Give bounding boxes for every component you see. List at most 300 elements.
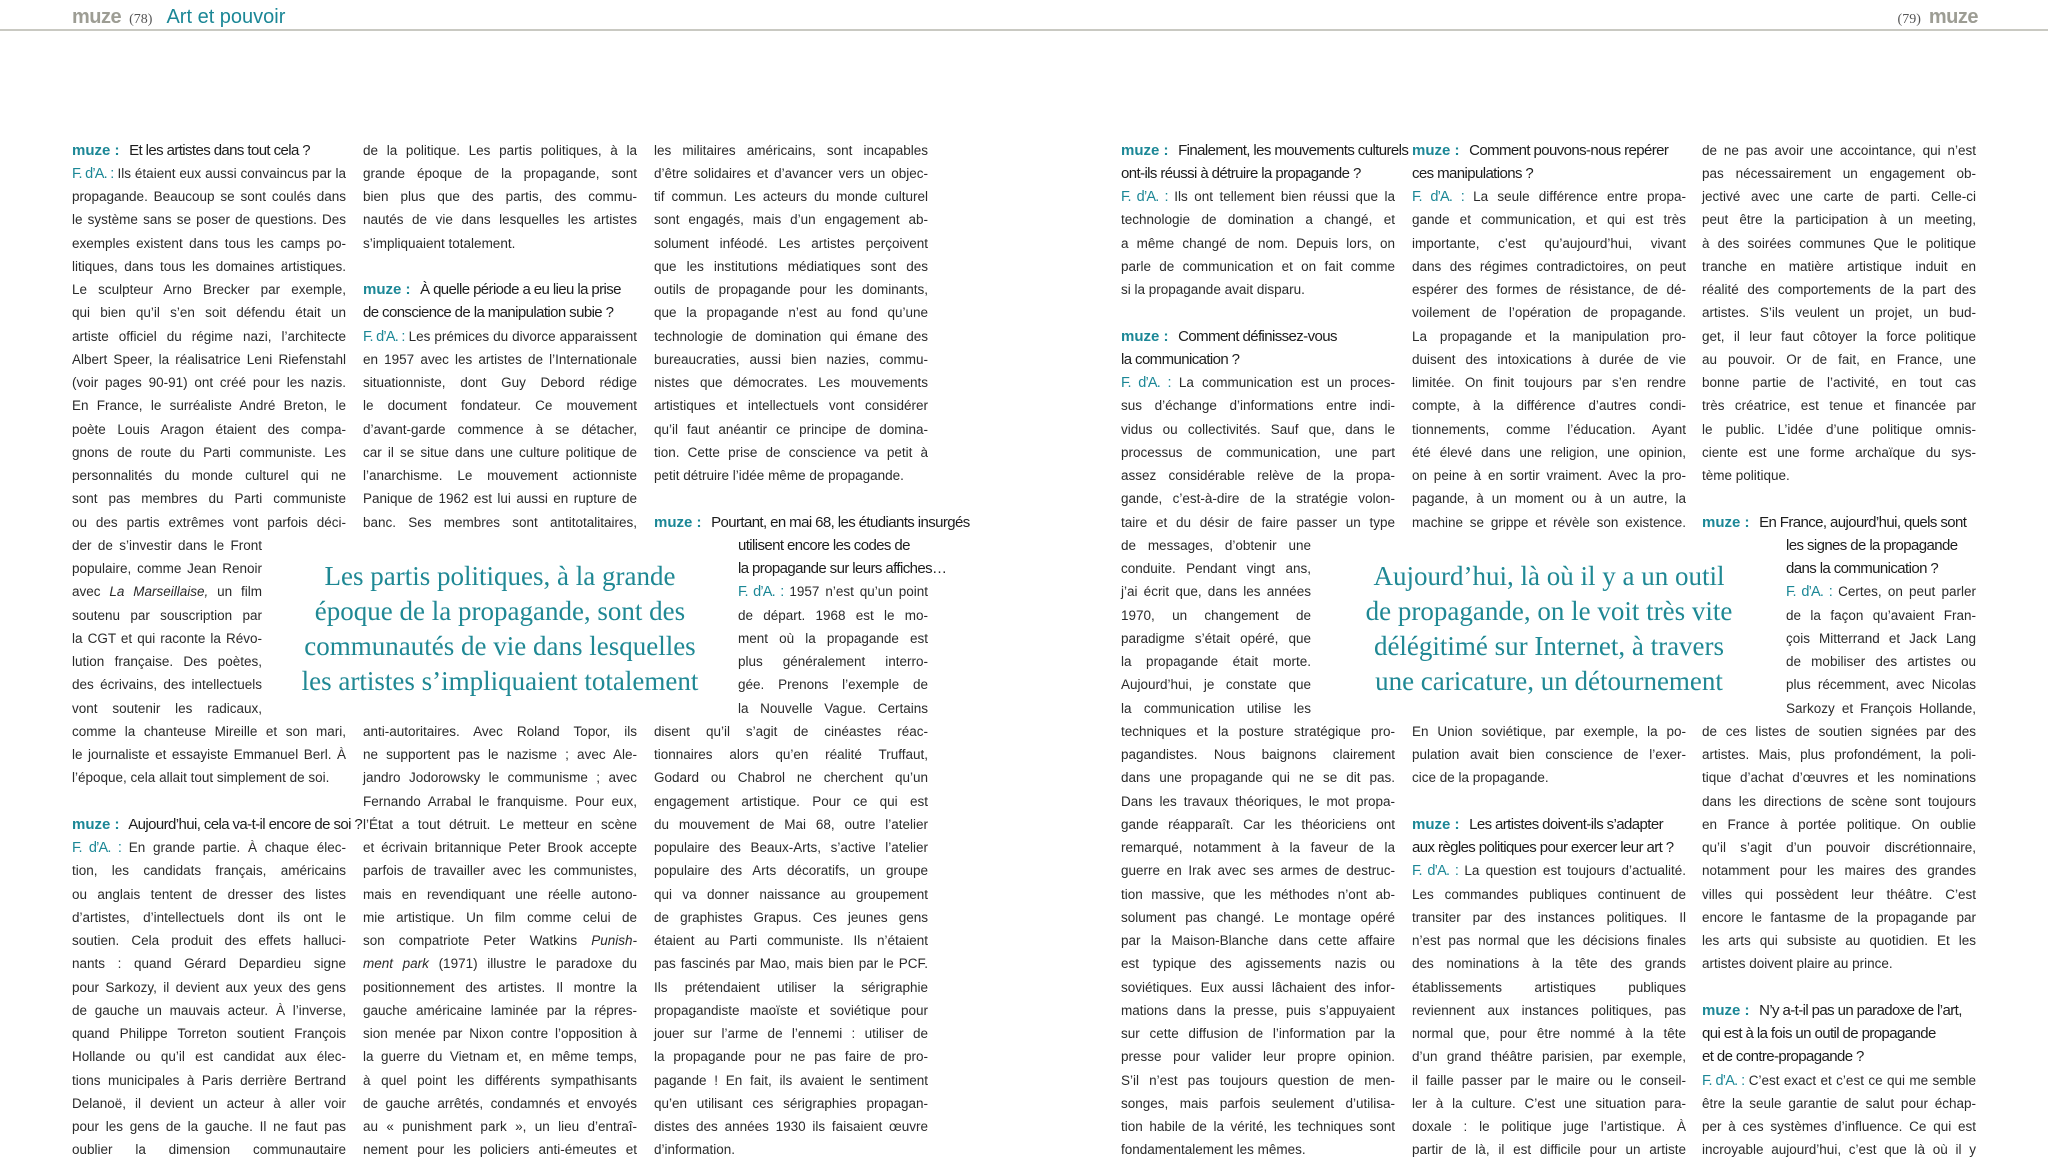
line-text: compte, à la différence d’autres condi-: [1412, 398, 1686, 414]
body-text-line: [654, 999, 928, 1022]
body-text-line: [363, 859, 637, 882]
interviewee-label: F. d’A. :: [72, 840, 122, 856]
italic-title: La Marseillaise,: [109, 584, 209, 600]
line-text: cice de la propagande.: [1412, 770, 1549, 786]
interviewer-label: muze :: [654, 513, 702, 531]
line-text: d’être solidaires et d’avancer vers un objec-: [654, 165, 928, 181]
line-text: la communication utilise les: [1121, 700, 1311, 716]
line-text: ment où la propagande est: [738, 630, 928, 646]
line-text: paradigme s’était opéré, que: [1121, 630, 1311, 646]
line-text: Finalement, les mouvements culturels: [1178, 141, 1409, 159]
body-text-line: [654, 208, 928, 231]
body-text-line: [1702, 1138, 1976, 1161]
body-text-line: [1121, 673, 1311, 696]
body-text-line: [654, 1022, 928, 1045]
body-text-line: [72, 534, 262, 557]
body-text-line: [1412, 348, 1686, 371]
body-text-line: [1121, 1069, 1395, 1092]
line-text: Panique de 1962 est lui aussi en rupture de: [363, 491, 637, 507]
line-text: transiter par des instances politiques. Il: [1412, 909, 1686, 925]
body-text-line: [72, 418, 346, 441]
body-text-line: [1702, 394, 1976, 417]
body-text-line: [1412, 1069, 1686, 1092]
body-text-line: [654, 1092, 928, 1115]
body-text-line: [654, 836, 928, 859]
line-text: importante, c’est qu’aujourd’hui, vivant: [1412, 235, 1686, 251]
line-text: dans la communication ?: [1786, 560, 1939, 577]
line-text: gande, c’est-à-dire de la stratégie volon-: [1121, 491, 1395, 507]
interview-question-line: [654, 511, 970, 534]
line-text: qui bien qu’il s’en soit défendu était un: [72, 305, 346, 321]
line-text: Sarkozy et François Hollande,: [1786, 700, 1976, 716]
body-text-line: [738, 627, 928, 650]
body-text-line: [1702, 952, 1976, 975]
body-text-line: [72, 348, 346, 371]
body-text-line: [363, 720, 637, 743]
line-text: artistes doivent plaire au prince.: [1702, 956, 1893, 972]
line-text: techniques et la posture stratégique pro-: [1121, 723, 1395, 739]
body-text-line: [654, 441, 928, 464]
body-text-line: [1121, 604, 1311, 627]
line-text: taire et du désir de faire passer un type: [1121, 514, 1395, 530]
pull-quote-line: de propagande, on le voit très vite: [1365, 596, 1733, 626]
body-text-line: [363, 511, 637, 534]
body-text-line: [654, 139, 928, 162]
line-text: de gauche un mauvais acteur. À l’inverse,: [72, 1002, 346, 1018]
body-text-line: [1412, 883, 1686, 906]
line-text: que la propagande n’est au fond qu’une: [654, 305, 928, 321]
line-text: situationniste, dont Guy Debord rédige: [363, 375, 637, 390]
body-text-line: [1412, 859, 1686, 882]
line-text: soutien. Cela produit des effets halluci-: [72, 933, 346, 948]
body-text-line: [654, 418, 928, 441]
body-text-line: [654, 1115, 928, 1138]
body-text-line: [363, 906, 637, 929]
body-text-line: [1412, 952, 1686, 975]
body-text-line: [72, 720, 346, 743]
line-text: dans des régimes contradictoires, on peut: [1412, 258, 1686, 274]
line-text: qu’il s’agit d’un pouvoir discrétionnaire,: [1702, 840, 1976, 855]
body-text-line: [1412, 278, 1686, 301]
line-text: tion habile de la vérité, les techniques sont: [1121, 1119, 1395, 1134]
line-text: fondamentalement les mêmes.: [1121, 1142, 1306, 1158]
body-text-line: [1786, 580, 1976, 603]
line-text: la propagande pour ne pas faire de pro-: [654, 1049, 928, 1065]
line-text: les arts qui subsiste au quotidien. Et les: [1702, 933, 1976, 948]
body-text-line: [654, 790, 928, 813]
interview-question-line: [363, 301, 637, 324]
line-text: Aujourd’hui, cela va-t-il encore de soi ?: [128, 815, 363, 833]
body-text-line: [1702, 232, 1976, 255]
line-text: ont-ils réussi à détruire la propagande ?: [1121, 164, 1361, 182]
line-text: tion massive, que les méthodes n’ont ab-: [1121, 886, 1395, 902]
line-text: reviennent aux instances politiques, pas: [1412, 1002, 1686, 1018]
body-text-line: [72, 697, 262, 720]
body-text-line: [363, 883, 637, 906]
interviewer-label: muze :: [363, 281, 411, 298]
line-text: à quel point les différents sympathisants: [363, 1072, 637, 1088]
italic-title: ment park: [363, 956, 429, 972]
line-text: la communication ?: [1121, 350, 1240, 368]
body-text-line: [72, 441, 346, 464]
line-text: machine se grippe et révèle son existence.: [1412, 514, 1686, 530]
line-text: été élevé dans une religion, une opinion,: [1412, 444, 1686, 460]
interviewee-label: F. d’A. :: [738, 584, 784, 601]
body-text-line: [363, 813, 637, 836]
line-text: à des soirées communes Que le politique: [1702, 235, 1976, 251]
line-text: lution française. Des poètes,: [72, 654, 262, 669]
line-text: assez considérable relève de la propa-: [1121, 468, 1395, 483]
text-column: [654, 0, 970, 1165]
body-text-line: [1121, 952, 1395, 975]
line-text: soutenu par souscription par: [72, 607, 262, 623]
line-text: peut être la participation à un meeting,: [1702, 212, 1976, 228]
body-text-line: [72, 371, 346, 394]
body-text-line: [1121, 906, 1395, 929]
body-text-line: [1121, 859, 1395, 882]
interview-question-line: [1121, 139, 1409, 162]
body-text-line: [363, 836, 637, 859]
body-text-line: [1702, 418, 1976, 441]
line-text: Certes, on peut parler: [1838, 584, 1976, 600]
line-text: la guerre du Vietnam et, en même temps,: [363, 1049, 637, 1065]
line-text: gnons de route du Parti communiste. Les: [72, 444, 346, 460]
body-text-line: [72, 580, 262, 603]
interviewer-label: muze :: [1702, 513, 1750, 531]
line-text: Et les artistes dans tout cela ?: [129, 141, 310, 159]
body-text-line: [1702, 348, 1976, 371]
line-text: espérer des formes de résistance, de dé-: [1412, 282, 1686, 297]
body-text-line: [1121, 232, 1395, 255]
interview-question-line: [1786, 534, 1976, 557]
line-text: Aujourd’hui, je constate que: [1121, 677, 1311, 693]
body-text-line: [1121, 255, 1395, 278]
body-text-line: [363, 371, 637, 394]
line-text: utilisent encore les codes de: [738, 536, 910, 554]
body-text-line: [72, 162, 346, 185]
body-text-line: [654, 859, 928, 882]
body-text-line: [1121, 836, 1395, 859]
body-text-line: [1121, 371, 1395, 394]
body-text-line: [1412, 371, 1686, 394]
body-text-line: [72, 301, 346, 324]
body-text-line: [363, 952, 637, 975]
body-text-line: [1412, 255, 1686, 278]
line-text: La communication est un proces-: [1178, 375, 1395, 390]
line-text: bien plus que des partis, des commu-: [363, 189, 637, 204]
line-text: ou anglais tentent de dresser des listes: [72, 886, 346, 902]
line-text: distes des années 1930 ils faisaient œuvre: [654, 1119, 928, 1134]
line-text: tion, les candidats français, américains: [72, 863, 346, 879]
line-text: sur cette diffusion de l’information par la: [1121, 1026, 1395, 1041]
line-text: mie artistique. Un film comme celui de: [363, 909, 637, 925]
body-text-line: [738, 604, 928, 627]
body-text-line: [654, 232, 928, 255]
body-text-line: [1412, 511, 1686, 534]
body-text-line: [1412, 1092, 1686, 1115]
line-text: que les institutions médiatiques sont des: [654, 258, 928, 274]
line-text: du mouvement de Mai 68, outre l’atelier: [654, 816, 928, 832]
body-text-line: [72, 487, 346, 510]
text-segment: son compatriote Peter Watkins: [363, 933, 592, 948]
body-text-line: [1412, 1115, 1686, 1138]
body-text-line: [72, 394, 346, 417]
text-column: [1121, 0, 1409, 1165]
line-text: et de contre-propagande ?: [1702, 1048, 1864, 1066]
line-text: quand Philippe Torreton soutient François: [72, 1026, 346, 1041]
line-text: per à ces systèmes d’influence. Ce qui est: [1702, 1119, 1976, 1134]
line-text: au pouvoir. Or de fait, en France, une: [1702, 351, 1976, 367]
line-text: de graphistes Grapus. Ces jeunes gens: [654, 909, 928, 925]
body-text-line: [363, 743, 637, 766]
body-text-line: [72, 883, 346, 906]
line-text: les signes de la propagande: [1786, 536, 1958, 554]
line-text: propagandiste maoïste et soviétique pour: [654, 1002, 928, 1018]
line-text: conduite. Pendant vingt ans,: [1121, 561, 1311, 576]
line-text: sion menée par Nixon contre l’opposition à: [363, 1026, 637, 1041]
line-text: d’un grand théâtre parisien, par exemple,: [1412, 1049, 1686, 1065]
line-text: comme la chanteuse Mireille et son mari,: [72, 723, 346, 739]
interviewer-label: muze :: [72, 141, 120, 159]
body-text-line: [1702, 301, 1976, 324]
body-text-line: [1121, 627, 1311, 650]
text-column: [1412, 0, 1686, 1165]
line-text: de la politique. Les partis politiques, à la: [363, 142, 637, 158]
body-text-line: [72, 1022, 346, 1045]
body-text-line: [1121, 441, 1395, 464]
line-text: plus généralement interro-: [738, 654, 928, 669]
line-text: 1970, un changement de: [1121, 607, 1311, 623]
body-text-line: [363, 162, 637, 185]
body-text-line: [1412, 418, 1686, 441]
interview-question-line: [1702, 511, 1976, 534]
line-text: de départ. 1968 est le mo-: [738, 607, 928, 623]
body-text-line: [1412, 766, 1686, 789]
body-text-line: [1412, 301, 1686, 324]
line-text: 1957 n’est qu’un point: [789, 584, 928, 600]
line-text: partir de là, il est difficile pour un artiste: [1412, 1142, 1686, 1158]
line-text: pulation avait bien conscience de l’exer-: [1412, 747, 1686, 762]
line-text: pagande ! En fait, ils avaient le sentiment: [654, 1072, 928, 1088]
interviewer-label: muze :: [72, 815, 120, 833]
body-text-line: [1121, 394, 1395, 417]
body-text-line: [72, 906, 346, 929]
line-text: anti-autoritaires. Avec Roland Topor, ils: [363, 723, 637, 739]
interviewee-label: F. d’A. :: [72, 165, 114, 182]
line-text: de messages, d’obtenir une: [1121, 537, 1311, 553]
line-text: tions municipales à Paris derrière Bertrand: [72, 1072, 346, 1088]
line-text: populaire des Beaux-Arts, s’active l’atelier: [654, 840, 928, 855]
line-text: d’artistes, d’intellectuels dont ils ont le: [72, 909, 346, 925]
text-column: [363, 0, 637, 1165]
body-text-line: [1121, 790, 1395, 813]
line-text: très créatrice, est tenue et financée par: [1702, 398, 1976, 414]
line-text: Ils ont tellement bien réussi que la: [1174, 189, 1395, 204]
line-text: le public. L’idée d’une politique omnis-: [1702, 421, 1976, 437]
line-text: bureaucraties, aussi bien nazies, commu-: [654, 351, 928, 367]
body-text-line: [363, 464, 637, 487]
line-text: l’époque, cela allait tout simplement de soi.: [72, 770, 330, 786]
body-text-line: [363, 929, 637, 952]
body-text-line: [1702, 1092, 1976, 1115]
body-text-line: [1121, 1115, 1395, 1138]
body-text-line: [738, 697, 928, 720]
line-text: artiste officiel du régime nazi, l’architecte: [72, 328, 346, 344]
body-text-line: [1121, 929, 1395, 952]
line-text: normal que, pour être nommé à la tête: [1412, 1026, 1686, 1041]
body-text-line: [72, 557, 262, 580]
line-text: tème politique.: [1702, 468, 1790, 483]
line-text: le journaliste et essayiste Emmanuel Berl. À: [72, 747, 346, 762]
line-text: outils de propagande pour les dominants,: [654, 282, 928, 297]
pull-quote-line: les artistes s’impliquaient totalement: [301, 666, 699, 696]
body-text-line: [1121, 766, 1395, 789]
interview-question-line: [738, 534, 928, 557]
line-text: dans les directions de scène sont toujours: [1702, 793, 1976, 809]
line-text: pagande, à un moment ou à un autre, la: [1412, 491, 1686, 507]
line-text: Fernando Arrabal le franquisme. Pour eux,: [363, 793, 637, 809]
line-text: banc. Ses membres sont antitotalitaires,: [363, 514, 637, 530]
interview-question-line: [1412, 813, 1686, 836]
body-text-line: [363, 766, 637, 789]
line-text: plus récemment, avec Nicolas: [1786, 677, 1976, 693]
line-text: Pourtant, en mai 68, les étudiants insurgés: [711, 513, 970, 531]
page-number-left: (78): [129, 12, 153, 27]
line-text: notamment pour les maires des grandes: [1702, 863, 1976, 879]
interview-question-line: [738, 557, 947, 580]
line-text: jandro Jodorowsky le communisme ; avec: [363, 770, 637, 786]
body-text-line: [1702, 720, 1976, 743]
body-text-line: [1412, 441, 1686, 464]
line-text: gauche américaine laminée par la répres-: [363, 1002, 637, 1018]
body-text-line: [1121, 1045, 1395, 1068]
body-text-line: [654, 348, 928, 371]
line-text: en 1957 avec les artistes de l’Internationale: [363, 351, 637, 367]
body-text-line: [654, 929, 928, 952]
line-text: villes qui possèdent leur théâtre. C’est: [1702, 886, 1976, 902]
pull-quote-line: communautés de vie dans lesquelles: [304, 631, 696, 661]
body-text-line: [72, 208, 346, 231]
body-text-line: [654, 255, 928, 278]
body-text-line: [72, 232, 346, 255]
body-text-line: [1121, 743, 1395, 766]
body-text-line: [1121, 650, 1311, 673]
body-text-line: [363, 1022, 637, 1045]
line-text: grande époque de la propagande, sont: [363, 165, 637, 181]
line-text: Hollande ou qu’il est candidat aux élec-: [72, 1049, 346, 1065]
body-text-line: [72, 185, 346, 208]
body-text-line: [72, 1069, 346, 1092]
line-text: de gauche arrêtés, condamnés et envoyés: [363, 1095, 637, 1111]
body-text-line: [363, 1115, 637, 1138]
line-text: guerre en Irak avec ses armes de destruc-: [1121, 863, 1395, 879]
body-text-line: [1121, 278, 1395, 301]
body-text-line: [738, 650, 928, 673]
body-text-line: [654, 371, 928, 394]
body-text-line: [363, 139, 637, 162]
body-text-line: [654, 743, 928, 766]
body-text-line: [1412, 487, 1686, 510]
body-text-line: [1121, 208, 1395, 231]
line-text: ne supportent pas le nazisme ; avec Ale-: [363, 747, 637, 762]
body-text-line: [1702, 278, 1976, 301]
line-text: positionnement des artistes. Il montre la: [363, 979, 637, 995]
body-text-line: [1121, 580, 1311, 603]
line-text: soviétiques. Eux aussi lâchaient des infor-: [1121, 979, 1395, 995]
body-text-line: [72, 604, 262, 627]
body-text-line: [1786, 650, 1976, 673]
body-text-line: [654, 325, 928, 348]
line-text: ces manipulations ?: [1412, 164, 1534, 182]
line-text: Les artistes doivent-ils s’adapter: [1469, 815, 1663, 833]
body-text-line: [72, 1045, 346, 1068]
line-text: Albert Speer, la réalisatrice Leni Riefenstahl: [72, 351, 346, 367]
body-text-line: [1702, 441, 1976, 464]
line-text: En France, le surréaliste André Breton, le: [72, 398, 346, 414]
line-text: d’information.: [654, 1142, 736, 1158]
line-text: car il se situe dans une culture politique de: [363, 444, 637, 460]
interview-question-line: [1412, 836, 1686, 859]
line-text: ou des partis extrêmes vont parfois déci-: [72, 514, 346, 530]
body-text-line: [654, 1138, 928, 1161]
body-text-line: [1412, 720, 1686, 743]
line-text: La propagande et la manipulation pro-: [1412, 328, 1686, 344]
body-text-line: [654, 162, 928, 185]
pull-quote-line: une caricature, un détournement: [1375, 666, 1723, 696]
body-text-line: [363, 232, 637, 255]
body-text-line: [72, 766, 346, 789]
line-text: la propagande était morte.: [1121, 654, 1311, 669]
line-text: être la seule garantie de salut pour échap-: [1702, 1095, 1976, 1111]
body-text-line: [72, 325, 346, 348]
body-text-line: [363, 1069, 637, 1092]
interview-question-line: [363, 278, 637, 301]
line-text: La question est toujours d’actualité.: [1464, 863, 1686, 879]
body-text-line: [1702, 162, 1976, 185]
body-text-line: [1121, 534, 1311, 557]
line-text: vont soutenir les radicaux,: [72, 700, 262, 716]
line-text: de ces listes de soutien signées par des: [1702, 723, 1976, 739]
body-text-line: [654, 278, 928, 301]
body-text-line: [1121, 557, 1311, 580]
line-text: mations dans la presse, puis s’appuyaient: [1121, 1002, 1395, 1018]
line-text: s’impliquaient totalement.: [363, 235, 516, 251]
body-text-line: [1412, 1045, 1686, 1068]
line-text: la CGT et qui raconte la Révo-: [72, 630, 262, 646]
body-text-line: [1121, 1138, 1395, 1161]
line-text: a même changé de nom. Depuis lors, on: [1121, 235, 1395, 251]
body-text-line: [654, 185, 928, 208]
section-title: Art et pouvoir: [166, 6, 286, 28]
body-text-line: [1702, 464, 1976, 487]
line-text: En grande partie. À chaque élec-: [128, 840, 346, 855]
body-text-line: [1121, 813, 1395, 836]
body-text-line: [1702, 255, 1976, 278]
body-text-line: [363, 1138, 637, 1161]
line-text: Godard ou Chabrol ne cherchent qu’un: [654, 770, 928, 786]
line-text: sus d’échange d’informations entre indi-: [1121, 398, 1395, 414]
body-text-line: [1702, 1115, 1976, 1138]
body-text-line: [654, 976, 928, 999]
pull-quote-line: Aujourd’hui, là où il y a un outil: [1373, 561, 1725, 591]
line-text: encore le fantasme de la propagande par: [1702, 909, 1976, 925]
line-text: artistiques et intellectuels vont considérer: [654, 398, 928, 414]
text-segment: un film: [208, 584, 262, 600]
line-text: La seule différence entre propa-: [1473, 189, 1686, 204]
line-text: Le sculpteur Arno Brecker par exemple,: [72, 282, 346, 297]
body-text-line: [1702, 325, 1976, 348]
body-text-line: [72, 511, 346, 534]
